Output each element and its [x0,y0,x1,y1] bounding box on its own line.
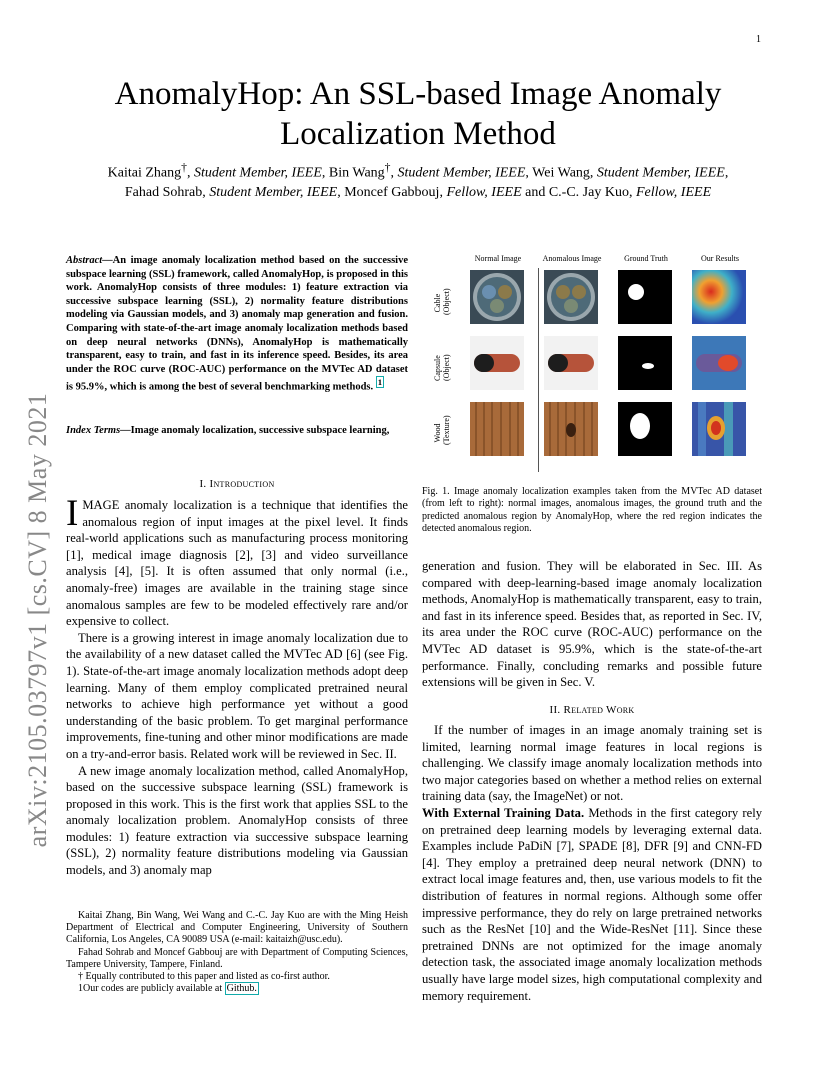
figure-1-caption: Fig. 1. Image anomaly localization examples taken from the MVTec AD dataset (from left to right): normal images, anomalous images, the ground truth and the predicted anomalous region by AnomalyHop, where the red region indicates the detected anomalous region. [422,486,762,535]
index-terms [66,424,408,438]
footnote-affiliation-usc: Kaitai Zhang, Bin Wang, Wei Wang and C.-C. Jay Kuo are with the Ming Heish Department of Electrical and Computer Engineering, University of Southern California, Los Angeles, CA 90089 USA (e-mail: kaitaizh@usc.edu). [66,910,408,946]
abstract-footnote-link[interactable]: 1 [377,377,383,388]
index-terms-label: Index Terms [66,425,121,436]
related-paragraph-1: If the number of images in an image anomaly training set is limited, learning normal image features in local regions is challenging. We classify image anomaly localization methods into two major categories based on whether a method relies on external training data (say, the ImageNet) or not. [422,723,762,804]
wood-ground-truth [618,402,672,456]
footnote-equal-contribution: † Equally contributed to this paper and listed as co-first author. [78,971,330,983]
wood-normal-image [470,402,524,456]
section-heading-related-work: II. Related Work [549,704,635,716]
author-list [60,158,776,202]
paper-title: AnomalyHop: An SSL-based Image Anomaly Localization Method [114,76,722,152]
fig-col-header-results: Our Results [701,254,739,263]
intro-paragraph-2: There is a growing interest in image anomaly localization due to the availability of a new dataset called the MVTec AD [6] (see Fig. 1). State-of-the-art image anomaly localization methods adopt deep learning. Many of them employ complicated pretrained neural networks to achieve high performance yet without a good understanding of the basic problem. To get marginal performance improvements, fine-tuning and other minor modifications are made on a try-and-error basis. Related work will be reviewed in Sec. II. [66,630,408,761]
fig-col-header-ground-truth: Ground Truth [624,254,668,263]
cable-normal-image [470,270,524,324]
fig-row-label-cable: Cable (Object) [433,288,451,315]
cable-result-heatmap [692,270,746,324]
cable-anomalous-image [544,270,598,324]
abstract-label: Abstract [66,255,103,266]
cable-ground-truth [618,270,672,324]
fig-divider [538,268,539,472]
figure-1 [430,254,760,474]
wood-anomalous-image [544,402,598,456]
footnote-affiliation-tampere: Fahad Sohrab and Moncef Gabbouj are with Department of Computing Sciences, Tampere University, Tampere, Finland. [66,946,408,970]
fig-col-header-anomalous: Anomalous Image [542,254,602,263]
fig-row-label-capsule: Capsule (Object) [433,354,451,381]
related-work-body [422,722,762,1004]
related-paragraph-2: With External Training Data. Methods in the first category rely on pretrained deep learning models by leveraging external data. Examples include PaDiN [7], SPADE [8], DFR [9] and CNN-FD [4]. They employ a pretrained deep neural network (DNN) to extract local image features and, then, use various models to fit the distribution of features in normal regions. Although some offer impressive performance, they do rely on large pretrained networks such as the ResNet [10] and the Wide-ResNet [11]. Since these pretrained DNNs are not optimized for the image anomaly detection task, the associated image anomaly localization methods usually have large model sizes, high computational complexity and memory requirement. [422,805,762,1003]
drop-cap: I [66,493,79,534]
abstract-text: —An image anomaly localization method based on the successive subspace learning (SSL) framework, called AnomalyHop, is proposed in this work. AnomalyHop consists of three modules: 1) feature extraction via successive subspace learning (SSL), 2) normality feature distributions modeling via Gaussian models, and 3) anomaly map generation and fusion. Comparing with state-of-the-art image anomaly localization methods based on deep neural networks (DNNs), AnomalyHop is mathematically transparent, easy to train, and fast in its inference speed. Besides, its area under the ROC curve (ROC-AUC) performance on the MVTec AD dataset is 95.9%, which is among the best of several benchmarking methods. [66,255,408,393]
capsule-normal-image [470,336,524,390]
capsule-ground-truth [618,336,672,390]
intro-paragraph-1: IMAGE anomaly localization is a technique that identifies the anomalous region of input images at the pixel level. It finds real-world applications such as manufacturing process monitoring [1], medical image diagnosis [2], [3] and video surveillance analysis [4], [5]. It is often assumed that only normal (i.e., anomaly-free) images are available in the training stage since anomalous samples are few to be modeled effectively rare and/or expensive to collect. [66,493,408,629]
page-number: 1 [756,34,761,45]
capsule-result-heatmap [692,336,746,390]
fig-row-label-wood: Wood (Texture) [433,415,451,445]
intro-paragraph-3-continued: generation and fusion. They will be elaborated in Sec. III. As compared with deep-learning-based image anomaly localization methods, AnomalyHop is mathematically transparent, easy to train, and fast in its inference speed. Besides that, as reported in Sec. IV, its area under the ROC curve (ROC-AUC) performance on the MVTec AD dataset is 95.9%, which is the state-of-the-art performance. Finally, concluding remarks and possible future extensions will be given in Sec. V. [422,559,762,690]
wood-result-heatmap [692,402,746,456]
footnotes [66,910,408,995]
github-link[interactable]: Github. [226,983,257,995]
arxiv-stamp: arXiv:2105.03797v1 [cs.CV] 8 May 2021 [23,392,52,848]
abstract [66,254,408,394]
author-line-1: Kaitai Zhang†, Student Member, IEEE, Bin Wang†, Student Member, IEEE, Wei Wang, Student Member, IEEE, [107,161,729,181]
fig-col-header-normal: Normal Image [474,254,522,263]
footnote-code: 1Our codes are publicly available at Github. [78,983,257,995]
author-line-2: Fahad Sohrab, Student Member, IEEE, Moncef Gabbouj, Fellow, IEEE and C.-C. Jay Kuo, Fellow, IEEE [124,184,712,200]
right-column-intro-continued [422,558,762,691]
section-heading-introduction: I. Introduction [199,478,275,490]
index-terms-text: —Image anomaly localization, successive subspace learning, [120,425,390,436]
intro-paragraph-3: A new image anomaly localization method, called AnomalyHop, based on the successive subspace learning (SSL) framework is proposed in this work. This is the first work that applies SSL to the anomaly localization problem. AnomalyHop consists of three modules: 1) feature extraction via successive subspace learning (SSL), 2) normality feature distributions modeling via Gaussian models, and 3) anomaly map [66,763,408,878]
capsule-anomalous-image [544,336,598,390]
external-data-heading: With External Training Data. [422,805,585,820]
introduction-body [66,493,408,879]
